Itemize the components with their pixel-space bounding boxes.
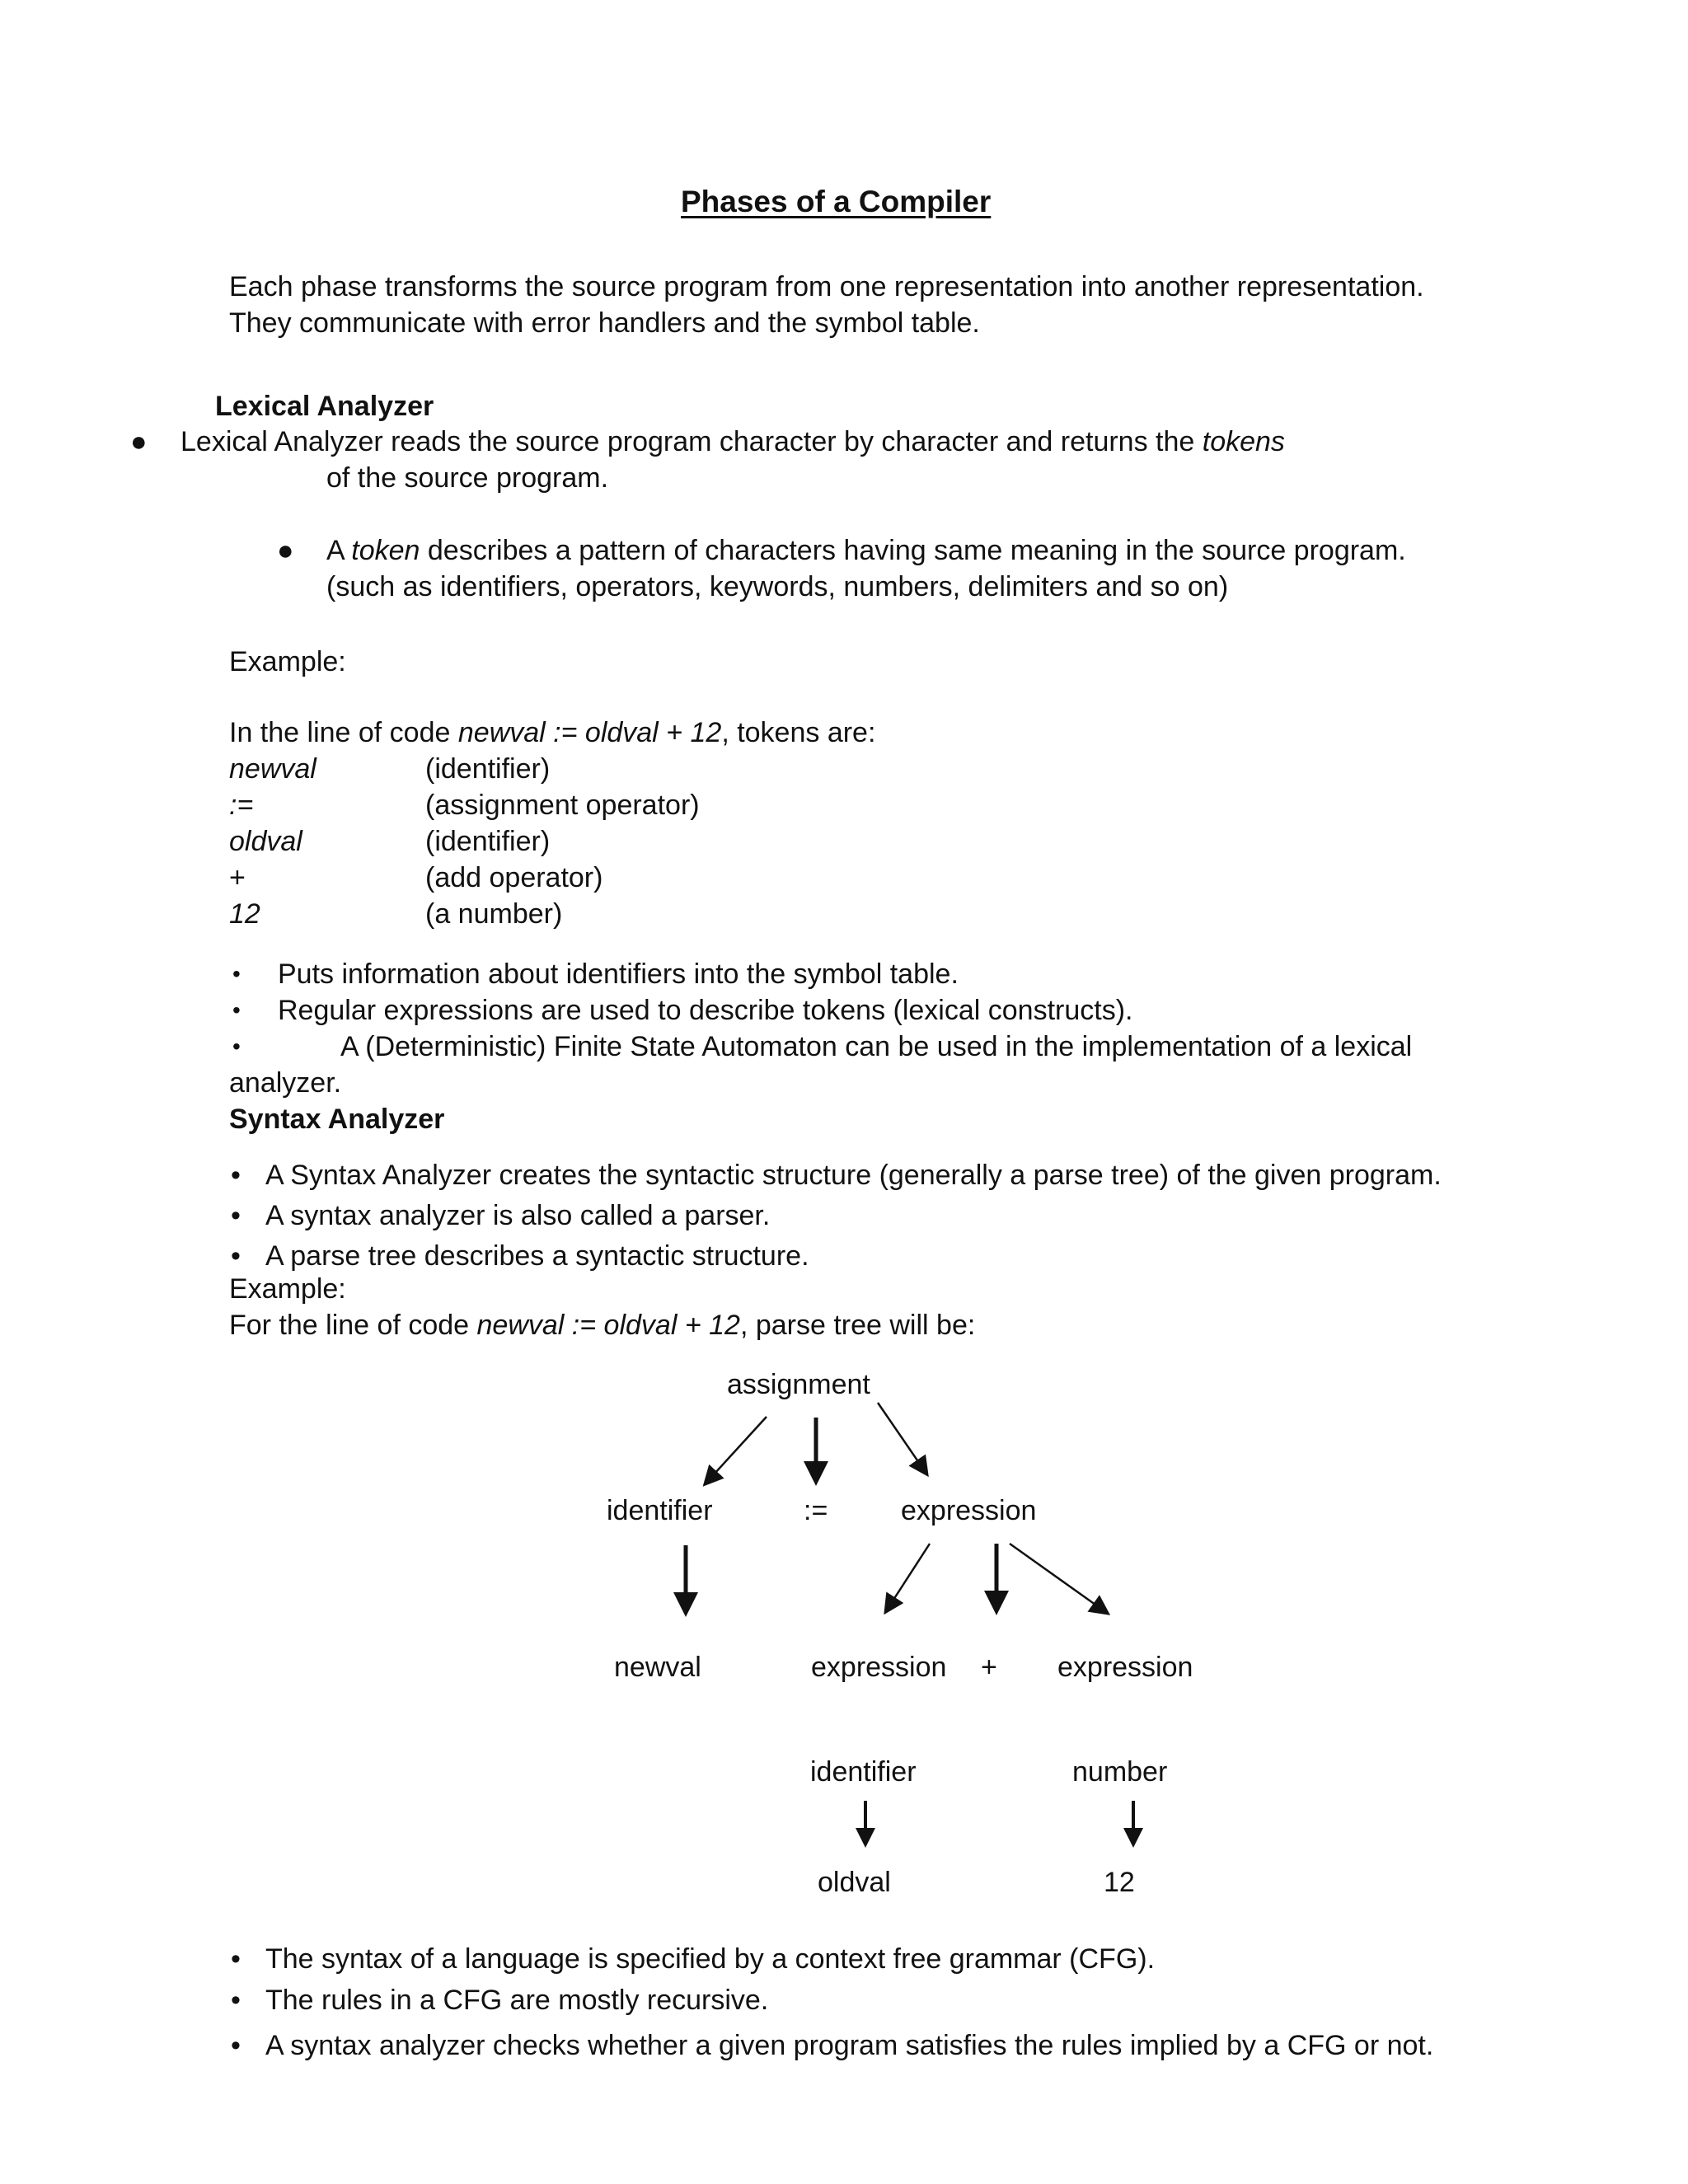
tree-node-assignment: assignment xyxy=(727,1369,870,1400)
bullet-icon: • xyxy=(231,1943,241,1975)
tree-node-oldval: oldval xyxy=(818,1867,891,1898)
tree-node-assign-op: := xyxy=(804,1495,828,1526)
tree-node-expression-right: expression xyxy=(1057,1652,1193,1683)
token-name: := xyxy=(229,790,254,821)
syntax-example-label: Example: xyxy=(229,1273,346,1305)
bullet-icon: • xyxy=(232,1033,241,1059)
tree-node-newval: newval xyxy=(614,1652,701,1683)
token-desc: (add operator) xyxy=(425,862,603,893)
bullet-icon: • xyxy=(231,2030,241,2061)
syntax-final-point: The syntax of a language is specified by a context free grammar (CFG). xyxy=(265,1943,1156,1975)
syntax-code-line: For the line of code newval := oldval + 12, parse tree will be: xyxy=(229,1310,976,1341)
bullet-icon: • xyxy=(231,1240,241,1272)
lexical-code-line: In the line of code newval := oldval + 12, tokens are: xyxy=(229,717,876,748)
bullet-icon: • xyxy=(231,1160,241,1191)
lexical-point: Puts information about identifiers into the symbol table. xyxy=(278,958,959,990)
syntax-point: A Syntax Analyzer creates the syntactic structure (generally a parse tree) of the given program. xyxy=(265,1160,1442,1191)
syntax-point: A parse tree describes a syntactic structure. xyxy=(265,1240,809,1272)
lexical-point: Regular expressions are used to describe tokens (lexical constructs). xyxy=(278,995,1133,1026)
tree-node-number: number xyxy=(1072,1756,1168,1788)
token-desc: (identifier) xyxy=(425,753,551,785)
syntax-heading: Syntax Analyzer xyxy=(229,1104,445,1135)
tree-node-plus: + xyxy=(981,1652,997,1683)
token-desc: (assignment operator) xyxy=(425,790,700,821)
lexical-point-cont: analyzer. xyxy=(229,1067,342,1099)
lexical-point: A (Deterministic) Finite State Automaton can be used in the implementation of a lexical xyxy=(340,1031,1413,1062)
page-title: Phases of a Compiler xyxy=(681,185,992,218)
bullet-icon: • xyxy=(232,997,241,1023)
tree-node-expression-left: expression xyxy=(811,1652,947,1683)
intro-line-1: Each phase transforms the source program from one representation into another representation. xyxy=(229,271,1424,302)
tree-edge xyxy=(878,1403,926,1474)
lexical-example-label: Example: xyxy=(229,646,346,677)
tree-edge xyxy=(1010,1544,1107,1613)
tree-node-identifier: identifier xyxy=(607,1495,713,1526)
bullet-icon: ● xyxy=(130,426,148,457)
tree-node-12: 12 xyxy=(1104,1867,1135,1898)
token-name: oldval xyxy=(229,826,302,857)
syntax-final-point: A syntax analyzer checks whether a given program satisfies the rules implied by a CFG or not. xyxy=(265,2030,1434,2061)
tree-node-expression: expression xyxy=(901,1495,1037,1526)
tree-node-identifier-2: identifier xyxy=(810,1756,917,1788)
token-desc: (identifier) xyxy=(425,826,551,857)
lexical-bullet-2-cont: (such as identifiers, operators, keywords, numbers, delimiters and so on) xyxy=(326,571,1229,602)
bullet-icon: • xyxy=(232,961,241,987)
lexical-bullet-2: A token describes a pattern of characters having same meaning in the source program. xyxy=(326,535,1406,566)
lexical-bullet-1-cont: of the source program. xyxy=(326,462,609,494)
syntax-final-point: The rules in a CFG are mostly recursive. xyxy=(265,1985,769,2016)
intro-line-2: They communicate with error handlers and the symbol table. xyxy=(229,307,980,339)
token-name: 12 xyxy=(229,898,260,930)
token-name: newval xyxy=(229,753,316,785)
tree-edge xyxy=(706,1417,767,1483)
token-name: + xyxy=(229,862,246,893)
bullet-icon: • xyxy=(231,1985,241,2016)
bullet-icon: ● xyxy=(277,535,294,566)
lexical-bullet-1: Lexical Analyzer reads the source program character by character and returns the tokens xyxy=(181,426,1285,457)
token-desc: (a number) xyxy=(425,898,563,930)
tree-edge xyxy=(886,1544,930,1611)
lexical-heading: Lexical Analyzer xyxy=(215,391,434,422)
syntax-point: A syntax analyzer is also called a parser. xyxy=(265,1200,771,1231)
bullet-icon: • xyxy=(231,1200,241,1231)
